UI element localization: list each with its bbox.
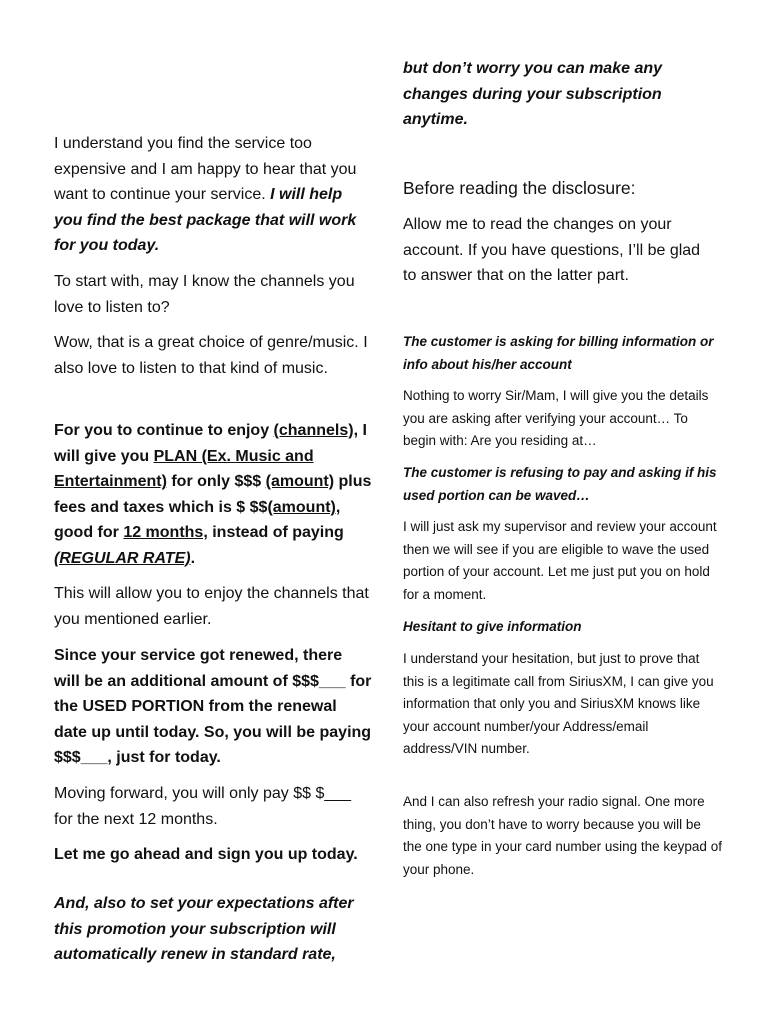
paragraph-supervisor: I will just ask my supervisor and review your account then we will see if you are eligible to wave the used portion of your account. Let me just put you on hold for a moment. (403, 519, 717, 602)
offer-text: for only $$$ (166, 473, 266, 490)
offer-text: , I will give you (54, 422, 367, 465)
paragraph-expectations: And, also to set your expectations after this promotion your subscription will automatically renew in standard rate, (54, 895, 354, 963)
offer-regular-rate: (REGULAR RATE) (54, 549, 191, 567)
offer-amount-total: (amount), (267, 498, 341, 516)
paragraph-moving-forward: Moving forward, you will only pay $$ $___ for the next 12 months. (54, 785, 352, 828)
intro-emphasis: I will help you find the best package that will work for you today. (54, 186, 357, 254)
refusing-pay-heading: The customer is refusing to pay and asking if his used portion can be waved… (403, 465, 717, 503)
paragraph-offer (54, 418, 372, 571)
disclosure-heading: Before reading the disclosure: (403, 178, 636, 198)
offer-term: 12 months, (123, 524, 208, 541)
paragraph-music-choice: Wow, that is a great choice of genre/music. I also love to listen to that kind of music. (54, 334, 368, 377)
paragraph-used-portion: Since your service got renewed, there will be an additional amount of $$$___ for the USED PORTION from the renewal date up until today. So, you will be paying $$$___, just for today. (54, 647, 372, 766)
paragraph-billing-info: Nothing to worry Sir/Mam, I will give you the details you are asking after verifying your account… To begin with: Are you residing at… (403, 388, 709, 448)
paragraph-disclosure: Allow me to read the changes on your account. If you have questions, I’ll be glad to answer that on the latter part. (403, 216, 701, 284)
offer-channels: (channels) (273, 422, 354, 439)
intro-text: I understand you find the service too expensive and I am happy to hear that you want to continue your service. (54, 135, 357, 203)
paragraph-changes-anytime: but don’t worry you can make any changes during your subscription anytime. (403, 60, 663, 128)
offer-text: plus fees and taxes which is $ $$ (54, 473, 372, 516)
offer-amount: (amount) (265, 473, 335, 490)
offer-text: . (190, 549, 196, 567)
offer-text: For you to continue to enjoy (54, 422, 274, 439)
offer-text: instead of paying (207, 524, 344, 541)
hesitant-heading: Hesitant to give information (403, 619, 582, 634)
paragraph-channels-allow: This will allow you to enjoy the channels that you mentioned earlier. (54, 585, 369, 628)
paragraph-channels-question: To start with, may I know the channels you love to listen to? (54, 273, 355, 316)
offer-plan: PLAN (Ex. Music and Entertainment) (54, 447, 314, 490)
paragraph-intro (54, 131, 372, 259)
paragraph-refresh-signal: And I can also refresh your radio signal. One more thing, you don’t have to worry because you will be the one type in your card number using the keypad of your phone. (403, 794, 722, 877)
billing-info-heading: The customer is asking for billing information or info about his/her account (403, 334, 714, 372)
paragraph-sign-up: Let me go ahead and sign you up today. (54, 846, 358, 863)
paragraph-hesitation: I understand your hesitation, but just to prove that this is a legitimate call from SiriusXM, I can give you information that only you and SiriusXM knows like your account number/your Address/email address/VIN number. (403, 651, 714, 756)
offer-text: good for (54, 524, 124, 541)
